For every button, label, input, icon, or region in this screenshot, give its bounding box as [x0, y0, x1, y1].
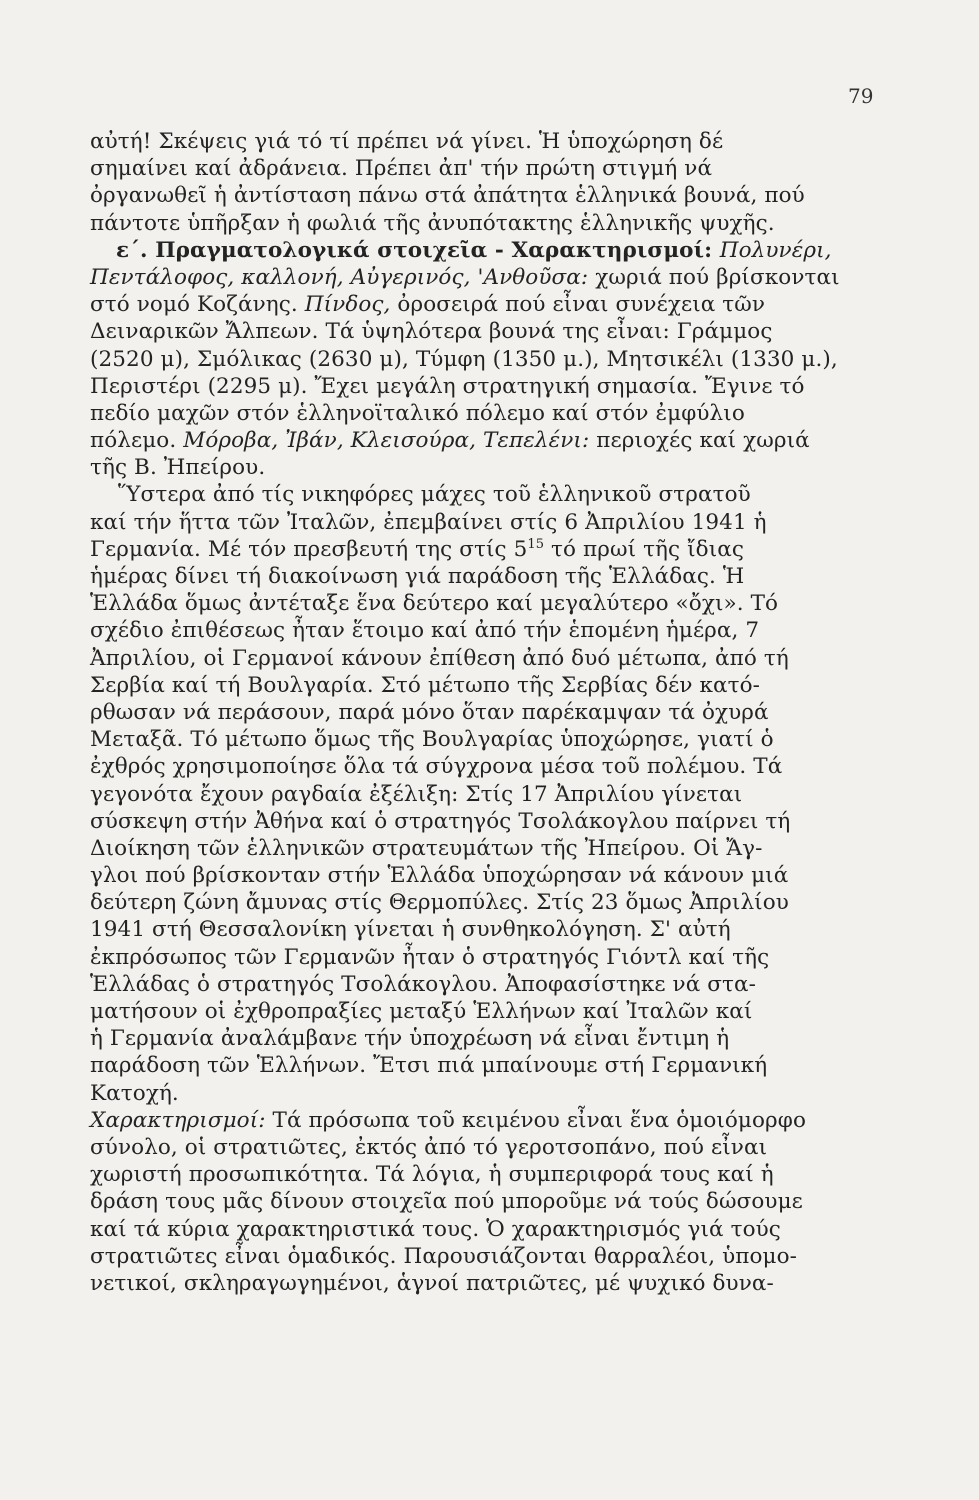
text-segment: χωριά πού βρίσκονται — [588, 264, 840, 290]
text-segment: Πίνδος, — [304, 292, 391, 318]
text-line: ματήσουν οἱ ἐχθροπραξίες μεταξύ Ἑλλήνων καί Ἰταλῶν καί — [90, 999, 753, 1024]
text-line: καί τήν ἥττα τῶν Ἰταλῶν, ἐπεμβαίνει στίς 6 Ἀπριλίου 1941 ἡ — [90, 509, 767, 535]
text-segment: ὀροσειρά πού εἶναι συνέχεια τῶν — [390, 292, 766, 318]
text-segment: πόλεμο. — [90, 428, 184, 454]
text-line: παράδοση τῶν Ἑλλήνων. Ἔτσι πιά μπαίνουμε στή Γερμανική — [90, 1053, 768, 1079]
text-segment: τό πρωί τῆς ἴδιας — [544, 536, 744, 562]
text-line: Ἀπριλίου, οἱ Γερμανοί κάνουν ἐπίθεση ἀπό δυό μέτωπα, ἀπό τή — [90, 645, 789, 671]
text-line: γλοι πού βρίσκονταν στήν Ἑλλάδα ὑποχώρησαν νά κάνουν μιά — [90, 863, 789, 889]
text-line: καί τά κύρια χαρακτηριστικά τους. Ὁ χαρακτηρισμός γιά τούς — [90, 1216, 781, 1242]
text-line: ἐχθρός χρησιμοποίησε ὅλα τά σύγχρονα μέσα τοῦ πολέμου. Τά — [90, 754, 783, 780]
text-line: ὀργανωθεῖ ἡ ἀντίσταση πάνω στά ἀπάτητα ἑλληνικά βουνά, πού — [90, 183, 805, 209]
text-line — [90, 237, 880, 264]
text-line: πεδίο μαχῶν στόν ἑλληνοϊταλικό πόλεμο καί στόν ἐμφύλιο — [90, 400, 745, 426]
text-line — [90, 1107, 880, 1134]
text-segment: περιοχές καί χωριά — [589, 428, 810, 454]
text-line: Ἑλλάδας ὁ στρατηγός Τσολάκογλου. Ἀποφασίστηκε νά στα- — [90, 971, 757, 997]
text-line — [90, 264, 880, 291]
text-segment: Χαρακτηρισμοί: — [90, 1107, 266, 1133]
text-line: ἡ Γερμανία ἀναλάμβανε τήν ὑποχρέωση νά εἶναι ἔντιμη ἡ — [90, 1026, 730, 1052]
text-line: ἡμέρας δίνει τή διακοίνωση γιά παράδοση τῆς Ἑλλάδας. Ἡ — [90, 564, 745, 589]
text-line: Ὕστερα ἀπό τίς νικηφόρες μάχες τοῦ ἑλληνικοῦ στρατοῦ — [118, 482, 751, 508]
text-line: σύνολο, οἱ στρατιῶτες, ἐκτός ἀπό τό γεροτσοπάνο, πού εἶναι — [90, 1134, 768, 1160]
text-line: αὐτή! Σκέψεις γιά τό τί πρέπει νά γίνει. Ἡ ὑποχώρηση δέ — [90, 129, 724, 154]
text-segment: 15 — [527, 536, 545, 552]
page-number: 79 — [848, 84, 874, 108]
text-line: σχέδιο ἐπιθέσεως ἦταν ἕτοιμο καί ἀπό τήν ἑπομένη ἡμέρα, 7 — [90, 618, 760, 644]
text-segment: Γερμανία. Μέ τόν πρεσβευτή της στίς 5 — [90, 536, 528, 562]
text-segment: Μόροβα, Ἰβάν, Κλεισούρα, Τεπελένι: — [183, 428, 590, 454]
text-line — [90, 427, 880, 454]
text-line: Διοίκηση τῶν ἑλληνικῶν στρατευμάτων τῆς Ἠπείρου. Οἱ Ἄγ- — [90, 835, 763, 861]
text-line: στρατιῶτες εἶναι ὁμαδικός. Παρουσιάζονται θαρραλέοι, ὑπομο- — [90, 1243, 798, 1269]
text-line: τῆς Β. Ἠπείρου. — [90, 455, 266, 481]
text-segment: Πολυνέρι, — [719, 237, 832, 263]
text-line: δεύτερη ζώνη ἄμυνας στίς Θερμοπύλες. Στίς 23 ὅμως Ἀπριλίου — [90, 890, 789, 916]
text-segment: Πεντάλοφος, καλλονή, Αὐγερινός, 'Ανθοῦσα: — [90, 264, 589, 290]
text-line: (2520 μ), Σμόλικας (2630 μ), Τύμφη (1350 μ.), Μητσικέλι (1330 μ.), — [90, 346, 838, 372]
text-line: σημαίνει καί ἀδράνεια. Πρέπει ἀπ' τήν πρώτη στιγμή νά — [90, 156, 713, 182]
text-line: Κατοχή. — [90, 1080, 179, 1106]
text-segment: ε΄. Πραγματολογικά στοιχεῖα - Χαρακτηρισμοί: — [116, 237, 720, 263]
text-line: χωριστή προσωπικότητα. Τά λόγια, ἡ συμπεριφορά τους καί ἡ — [90, 1162, 774, 1188]
text-line — [90, 291, 880, 318]
text-line: Σερβία καί τή Βουλγαρία. Στό μέτωπο τῆς Σερβίας δέν κατό- — [90, 672, 761, 698]
text-line: πάντοτε ὑπῆρξαν ἡ φωλιά τῆς ἀνυπότακτης ἑλληνικῆς ψυχῆς. — [90, 210, 775, 236]
text-line: σύσκεψη στήν Ἀθήνα καί ὁ στρατηγός Τσολάκογλου παίρνει τή — [90, 808, 791, 834]
text-line — [90, 536, 880, 563]
text-line: νετικοί, σκληραγωγημένοι, ἁγνοί πατριῶτες, μέ ψυχικό δυνα- — [90, 1270, 774, 1296]
text-line: δράση τους μᾶς δίνουν στοιχεῖα πού μποροῦμε νά τούς δώσουμε — [90, 1189, 803, 1215]
text-line: 1941 στή Θεσσαλονίκη γίνεται ἡ συνθηκολόγηση. Σ' αὐτή — [90, 917, 731, 943]
text-line: ρθωσαν νά περάσουν, παρά μόνο ὅταν παρέκαμψαν τά ὀχυρά — [90, 699, 769, 725]
text-segment: Τά πρόσωπα τοῦ κειμένου εἶναι ἕνα ὁμοιόμορφο — [265, 1107, 806, 1133]
text-line: γεγονότα ἔχουν ραγδαία ἐξέλιξη: Στίς 17 Ἀπριλίου γίνεται — [90, 781, 743, 807]
body-text — [90, 128, 880, 1297]
text-line: ἐκπρόσωπος τῶν Γερμανῶν ἦταν ὁ στρατηγός Γιόντλ καί τῆς — [90, 944, 770, 970]
text-line: Περιστέρι (2295 μ). Ἔχει μεγάλη στρατηγική σημασία. Ἔγινε τό — [90, 373, 805, 399]
text-line: Μεταξᾶ. Τό μέτωπο ὅμως τῆς Βουλγαρίας ὑποχώρησε, γιατί ὁ — [90, 727, 774, 753]
text-segment: στό νομό Κοζάνης. — [90, 292, 305, 318]
text-line: Ἑλλάδα ὅμως ἀντέταξε ἕνα δεύτερο καί μεγαλύτερο «ὄχι». Τό — [90, 591, 779, 617]
text-line: Δειναρικῶν Ἄλπεων. Τά ὑψηλότερα βουνά της εἶναι: Γράμμος — [90, 319, 773, 345]
